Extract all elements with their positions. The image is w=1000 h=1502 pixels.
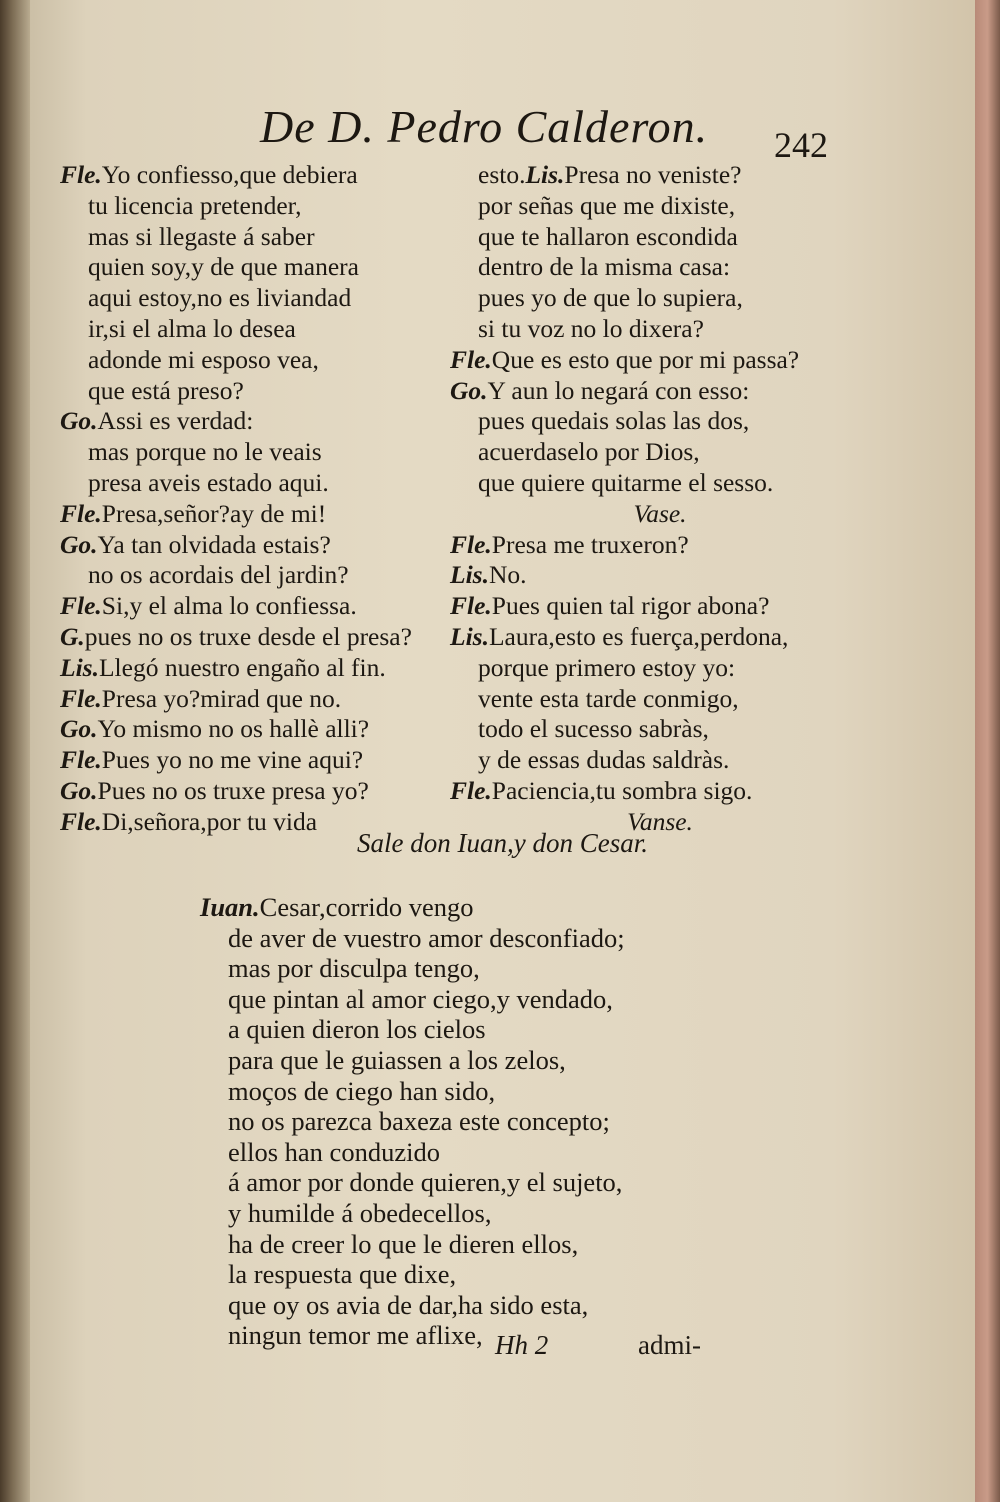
verse-line: [450, 406, 870, 437]
verse-line: [200, 1014, 860, 1045]
verse-line: [200, 1106, 860, 1137]
verse-text: por señas que me dixiste,: [478, 190, 736, 220]
speaker-label: G.: [60, 621, 85, 651]
verse-line: [60, 191, 470, 222]
verse-text: no os acordais del jardin?: [88, 560, 349, 590]
speaker-label: Fle.: [60, 683, 102, 713]
speaker-label: Fle.: [450, 591, 492, 621]
verse-line: [60, 252, 470, 283]
verse-line: [60, 776, 470, 807]
verse-line: [450, 437, 870, 468]
speaker-label: Fle.: [60, 806, 102, 836]
verse-text: Presa,señor?ay de mi!: [101, 498, 327, 528]
verse-text: quien soy,y de que manera: [88, 252, 359, 282]
verse-line: [60, 314, 470, 345]
speaker-label: Go.: [60, 775, 98, 805]
verse-text: Pues quien tal rigor abona?: [491, 591, 770, 621]
verse-line: [200, 1076, 860, 1107]
stage-direction: Sale don Iuan,y don Cesar.: [357, 828, 648, 858]
verse-text: y de essas dudas saldràs.: [478, 745, 730, 775]
verse-line: [450, 653, 870, 684]
verse-text: Laura,esto es fuerça,perdona,: [488, 621, 789, 651]
speaker-label: Go.: [60, 529, 98, 559]
verse-line: [60, 222, 470, 253]
bottom-speech-block: [200, 892, 860, 1351]
verse-text: vente esta tarde conmigo,: [478, 683, 739, 713]
catchword: admi-: [638, 1330, 701, 1360]
verse-text: todo el sucesso sabràs,: [478, 714, 709, 744]
verse-text: á amor por donde quieren,y el sujeto,: [228, 1167, 623, 1198]
verse-text: esto.: [478, 160, 526, 189]
verse-line: [200, 1229, 860, 1260]
verse-line: [450, 283, 870, 314]
verse-line: [450, 222, 870, 253]
verse-text: pues no os truxe desde el presa?: [84, 621, 412, 651]
verse-line: [450, 745, 870, 776]
speaker-label: Fle.: [60, 160, 102, 189]
verse-line: [450, 560, 870, 591]
verse-line: [60, 560, 470, 591]
verse-line: [60, 376, 470, 407]
verse-text: ningun temor me aflixe,: [228, 1320, 483, 1351]
verse-text: Presa yo?mirad que no.: [101, 683, 342, 713]
verse-text: Llegó nuestro engaño al fin.: [98, 652, 386, 682]
verse-text: ir,si el alma lo desea: [88, 313, 296, 343]
verse-line: [450, 776, 870, 807]
speaker-label: Fle.: [450, 344, 492, 374]
book-gutter: [0, 0, 30, 1502]
verse-text: a quien dieron los cielos: [228, 1014, 486, 1045]
verse-text: Cesar,corrido vengo: [259, 892, 474, 922]
speaker-label: Fle.: [450, 529, 492, 559]
verse-line: [60, 714, 470, 745]
speaker-label: Fle.: [60, 745, 102, 775]
verse-line: [450, 191, 870, 222]
speaker-label: Lis.: [450, 621, 489, 651]
verse-text: Y aun lo negará con esso:: [487, 375, 750, 405]
verse-text: moços de ciego han sido,: [228, 1075, 496, 1106]
verse-text: que te hallaron escondida: [478, 221, 738, 251]
verse-text: Vase.: [633, 498, 687, 528]
verse-line: [200, 1167, 860, 1198]
verse-text: aqui estoy,no es liviandad: [88, 283, 352, 313]
verse-text: de aver de vuestro amor desconfiado;: [228, 922, 625, 953]
verse-line: [450, 252, 870, 283]
verse-line: [200, 1290, 860, 1321]
verse-text: Pues no os truxe presa yo?: [97, 775, 369, 805]
verse-text: mas por disculpa tengo,: [228, 953, 480, 984]
verse-line: [450, 714, 870, 745]
verse-text: tu licencia pretender,: [88, 190, 302, 220]
verse-text: Presa me truxeron?: [491, 529, 689, 559]
verse-text: ha de creer lo que le dieren ellos,: [228, 1228, 579, 1259]
speaker-label: Iuan.: [200, 892, 260, 922]
speaker-label: Lis.: [450, 560, 489, 590]
verse-text: Ya tan olvidada estais?: [97, 529, 331, 559]
verse-line: [200, 1259, 860, 1290]
page-fore-edge: [975, 0, 1000, 1502]
verse-text: no os parezca baxeza este concepto;: [228, 1106, 610, 1137]
verse-text: ellos han conduzido: [228, 1136, 440, 1167]
verse-line: [450, 622, 870, 653]
verse-text: la respuesta que dixe,: [228, 1259, 457, 1290]
speaker-label: Fle.: [450, 775, 492, 805]
verse-line: [450, 376, 870, 407]
speaker-label: Lis.: [60, 652, 99, 682]
verse-text: Si,y el alma lo confiessa.: [101, 591, 357, 621]
left-column: [60, 160, 470, 838]
verse-line: [200, 892, 860, 923]
verse-text: para que le guiassen a los zelos,: [228, 1044, 566, 1075]
verse-text: si tu voz no lo dixera?: [478, 313, 704, 343]
verse-line: [450, 468, 870, 499]
speaker-label: Fle.: [60, 591, 102, 621]
verse-text: que quiere quitarme el sesso.: [478, 467, 774, 497]
verse-line: [200, 1137, 860, 1168]
verse-text: Yo confiesso,que debiera: [101, 160, 358, 189]
verse-text: mas porque no le veais: [88, 437, 322, 467]
verse-line: [60, 653, 470, 684]
verse-text: y humilde á obedecellos,: [228, 1197, 492, 1228]
verse-line: [60, 622, 470, 653]
verse-line: [60, 437, 470, 468]
verse-text: adonde mi esposo vea,: [88, 344, 319, 374]
verse-line: [200, 984, 860, 1015]
speaker-label: Go.: [60, 714, 98, 744]
speaker-label: Lis.: [525, 160, 565, 189]
verse-line: [450, 345, 870, 376]
speaker-label: Go.: [60, 406, 98, 436]
verse-text: Presa no veniste?: [564, 160, 742, 189]
verse-line: [60, 745, 470, 776]
book-page: [30, 0, 975, 1502]
verse-text: No.: [488, 560, 527, 590]
verse-line: [60, 591, 470, 622]
running-head: De D. Pedro Calderon.: [260, 101, 709, 152]
verse-text: presa aveis estado aqui.: [88, 467, 329, 497]
verse-text: Yo mismo no os hallè alli?: [97, 714, 370, 744]
verse-text: acuerdaselo por Dios,: [478, 437, 700, 467]
verse-line: [60, 406, 470, 437]
signature-mark: Hh 2: [495, 1330, 549, 1360]
verse-line: [200, 953, 860, 984]
verse-text: Pues yo no me vine aqui?: [101, 745, 364, 775]
verse-text: pues quedais solas las dos,: [478, 406, 750, 436]
speaker-label: Fle.: [60, 498, 102, 528]
verse-text: porque primero estoy yo:: [478, 652, 736, 682]
verse-line: [450, 684, 870, 715]
verse-line: [450, 530, 870, 561]
verse-text: Di,señora,por tu vida: [101, 806, 318, 836]
verse-line: [200, 1045, 860, 1076]
verse-line: [60, 283, 470, 314]
verse-text: pues yo de que lo supiera,: [478, 283, 743, 313]
verse-text: que está preso?: [88, 375, 244, 405]
verse-line: [60, 345, 470, 376]
verse-line: [450, 591, 870, 622]
verse-text: que oy os avia de dar,ha sido esta,: [228, 1289, 589, 1320]
right-column: [450, 160, 870, 838]
verse-line: [60, 499, 470, 530]
verse-text: Assi es verdad:: [97, 406, 254, 436]
verse-line: [450, 314, 870, 345]
verse-line: [200, 923, 860, 954]
verse-text: mas si llegaste á saber: [88, 221, 315, 251]
verse-line: [60, 468, 470, 499]
page-number: 242: [774, 125, 828, 165]
verse-text: Vanse.: [627, 806, 693, 836]
verse-line: [60, 160, 470, 191]
verse-text: dentro de la misma casa:: [478, 252, 731, 282]
verse-text: que pintan al amor ciego,y vendado,: [228, 983, 613, 1014]
verse-line: [200, 1198, 860, 1229]
verse-line: [450, 160, 870, 191]
verse-line: [450, 499, 870, 530]
verse-text: Paciencia,tu sombra sigo.: [491, 775, 753, 805]
verse-line: [60, 684, 470, 715]
speaker-label: Go.: [450, 375, 488, 405]
verse-line: [60, 530, 470, 561]
verse-text: Que es esto que por mi passa?: [491, 344, 800, 374]
